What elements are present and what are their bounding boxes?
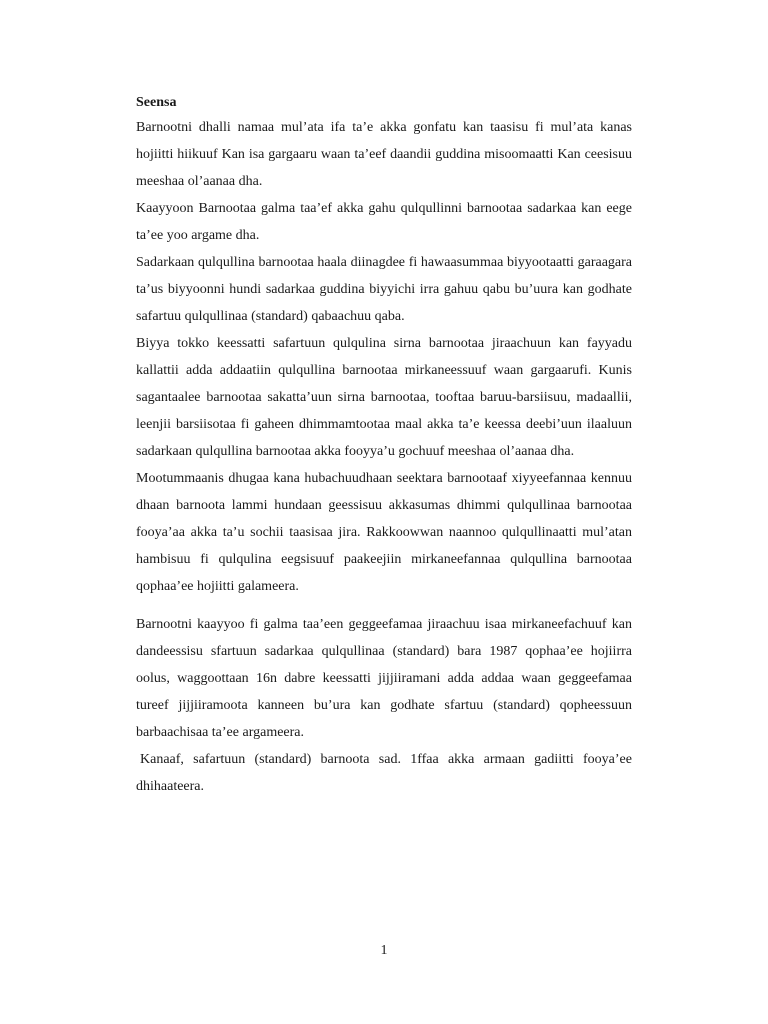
paragraph-conclusion: Kanaaf, safartuun (standard) barnoota sad. 1ffaa akka armaan gadiitti fooya’ee dhihaateera.	[136, 752, 632, 794]
page-number: 1	[380, 943, 388, 958]
paragraph-standard-use: Biyya tokko keessatti safartuun qulqulina sirna barnootaa jiraachuun kan fayyadu kallattii adda addaatiin qulqullina barnootaa mirkaneessuuf waan gargaarufi. Kunis sagantaalee barnootaa sakatta’uun sirna barnootaa, tooftaa baruu-barsiisuu, madaallii, leenjii barsiisotaa fi gaheen dhimmamtootaa maal akka ta’e keessa deebi’uun ilaaluun sadarkaan qulqullina barnootaa akka fooyya’u gochuuf meeshaa ol’aanaa dha.	[136, 336, 632, 459]
paragraph-government: Mootummaanis dhugaa kana hubachuudhaan seektara barnootaaf xiyyeefannaa kennuu dhaan barnoota lammi hundaan geessisuu akkasumas dhimmi qulqullinaa barnootaa fooya’aa akka ta’u sochii taasisaa jira. Rakkoowwan naannoo qulqullinaatti mul’atan hambisuu fi qulqulina eegsisuuf paakeejiin mirkaneefannaa qulqullina barnootaa qophaa’ee hojiitti galameera.	[136, 471, 632, 594]
document-body	[136, 92, 632, 800]
section-heading: Seensa	[136, 95, 177, 110]
paragraph-intro: Barnootni dhalli namaa mul’ata ifa ta’e akka gonfatu kan taasisu fi mul’ata kanas hojiitti hiikuuf Kan isa gargaaru waan ta’eef daandii guddina misoomaatti Kan ceesisuu meeshaa ol’aanaa dha.	[136, 120, 632, 189]
paragraph-quality-level: Sadarkaan qulqullina barnootaa haala diinagdee fi hawaasummaa biyyootaatti garaagara ta’us biyyoonni hundi sadarkaa guddina biyyichi irra gahuu qabu bu’uura kan godhate safartuu qulqullinaa (standard) qabaachuu qaba.	[136, 255, 632, 324]
paragraph-goal: Kaayyoon Barnootaa galma taa’ef akka gahu qulqullinni barnootaa sadarkaa kan eege ta’ee yoo argame dha.	[136, 201, 632, 243]
paragraph-standard-history: Barnootni kaayyoo fi galma taa’een geggeefamaa jiraachuu isaa mirkaneefachuuf kan dandeessisu sfartuun sadarkaa qulqullinaa (standard) bara 1987 qophaa’ee hojiirra oolus, waggoottaan 16n dabre keessatti jijjiiramani adda addaa waan geggeefamaa tureef jijjiiramoota kanneen bu’ura kan godhate sfartuu (standard) qopheessuun barbaachisaa ta’ee argameera.	[136, 617, 632, 740]
